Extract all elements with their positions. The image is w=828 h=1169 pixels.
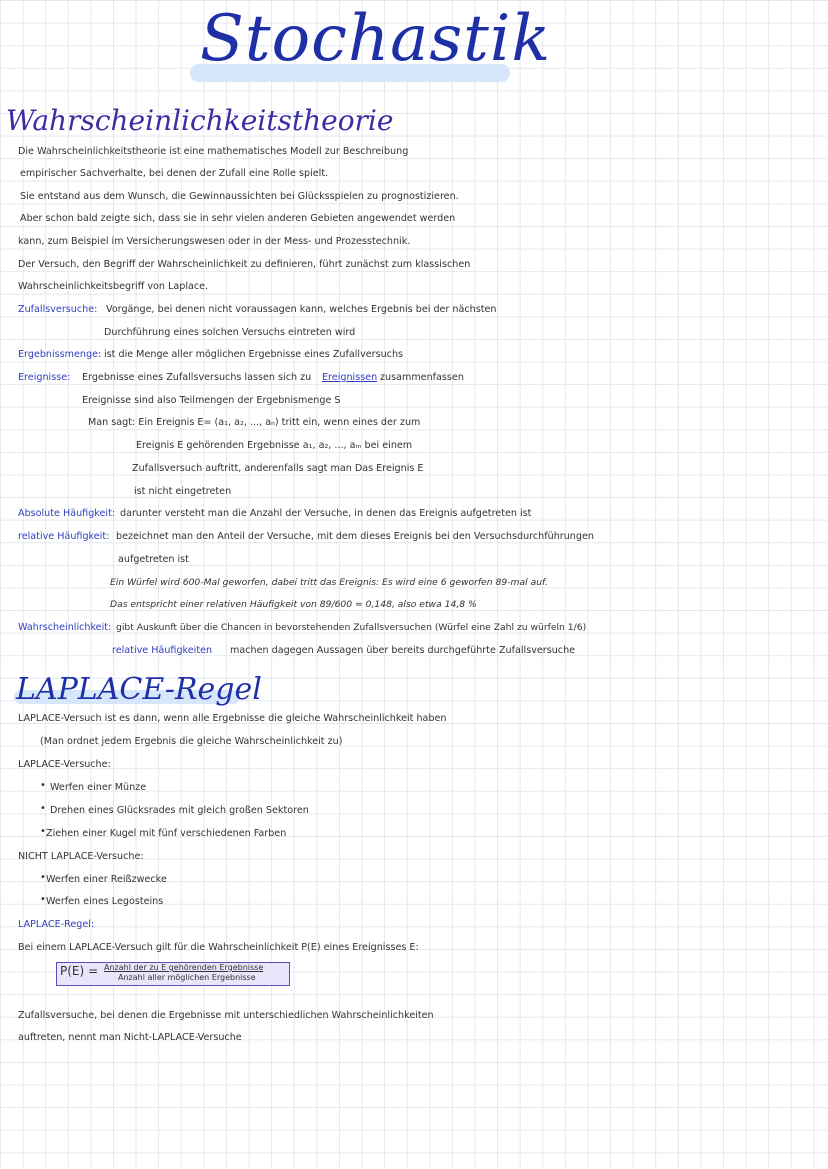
def-relative-haeufigkeit: bezeichnet man den Anteil der Versuche, mit dem dieses Ereignis bei den Versuchsdurchführungen <box>116 531 594 542</box>
nicht-laplace-1: Werfen einer Reißzwecke <box>46 874 167 885</box>
ereignis-line-1: Man sagt: Ein Ereignis E= (a₁, a₂, ..., aₙ) tritt ein, wenn eines der zum <box>88 417 421 428</box>
def-zufallsversuche: Vorgänge, bei denen nicht voraussagen kann, welches Ergebnis bei der nächsten <box>106 304 497 315</box>
intro-line-5: kann, zum Beispiel im Versicherungswesen oder in der Mess- und Prozesstechnik. <box>18 236 411 247</box>
example-line-2: Das entspricht einer relativen Häufigkeit von 89/600 ≈ 0,148, also etwa 14,8 % <box>110 599 477 610</box>
def-zufallsversuche-2: Durchführung eines solchen Versuchs eintreten wird <box>104 327 356 338</box>
nicht-laplace-2: Werfen eines Legosteins <box>46 896 164 907</box>
term-zufallsversuche: Zufallsversuche: <box>18 304 98 315</box>
laplace-line-1: LAPLACE-Versuch ist es dann, wenn alle Ergebnisse die gleiche Wahrscheinlichkeit haben <box>18 713 447 724</box>
outro-line-1: Zufallsversuche, bei denen die Ergebnisse mit unterschiedlichen Wahrscheinlichkeiten <box>18 1010 434 1021</box>
bullet-icon: • <box>40 872 46 883</box>
intro-line-1: Die Wahrscheinlichkeitstheorie ist eine mathematisches Modell zur Beschreibung <box>18 146 409 157</box>
intro-line-7: Wahrscheinlichkeitsbegriff von Laplace. <box>18 281 209 292</box>
def-absolute-haeufigkeit: darunter versteht man die Anzahl der Versuche, in denen das Ereignis aufgetreten ist <box>120 508 532 519</box>
formula-numerator: Anzahl der zu E gehörenden Ergebnisse <box>104 963 264 972</box>
formula-lhs: P(E) = <box>60 964 99 978</box>
laplace-regel-label: LAPLACE-Regel: <box>18 919 95 930</box>
intro-line-6: Der Versuch, den Begriff der Wahrscheinlichkeit zu definieren, führt zunächst zum klassischen <box>18 259 471 270</box>
page-title: Stochastik <box>200 2 552 76</box>
intro-line-4: Aber schon bald zeigte sich, dass sie in sehr vielen anderen Gebieten angewendet werden <box>20 213 456 224</box>
bullet-icon: • <box>40 894 46 905</box>
laplace-versuch-3: Ziehen einer Kugel mit fünf verschiedenen Farben <box>46 828 287 839</box>
bullet-icon: • <box>40 803 46 814</box>
term-ergebnismenge: Ergebnissmenge: <box>18 349 102 360</box>
def-ergebnismenge: ist die Menge aller möglichen Ergebnisse eines Zufallversuchs <box>104 349 404 360</box>
bullet-icon: • <box>40 780 46 791</box>
def-wahrscheinlichkeit: gibt Auskunft über die Chancen in bevorstehenden Zufallsversuchen (Würfel eine Zahl zu würfeln 1/6) <box>116 622 587 633</box>
ereignis-line-2: Ereignis E gehörenden Ergebnisse a₁, a₂, ..., aₘ bei einem <box>136 440 413 451</box>
laplace-versuch-1: Werfen einer Münze <box>50 782 147 793</box>
intro-line-2: empirischer Sachverhalte, bei denen der Zufall eine Rolle spielt. <box>20 168 329 179</box>
laplace-versuch-2: Drehen eines Glücksrades mit gleich großen Sektoren <box>50 805 309 816</box>
example-line-1: Ein Würfel wird 600-Mal geworfen, dabei tritt das Ereignis: Es wird eine 6 geworfen 89-mal auf. <box>110 577 549 588</box>
wahrscheinlichkeit-line-2: machen dagegen Aussagen über bereits durchgeführte Zufallsversuche <box>230 645 576 656</box>
def-ereignisse-a: Ergebnisse eines Zufallsversuchs lassen sich zu <box>82 372 312 383</box>
term-absolute-haeufigkeit: Absolute Häufigkeit: <box>18 508 116 519</box>
section-heading-wahrscheinlichkeitstheorie: Wahrscheinlichkeitstheorie <box>6 104 394 137</box>
ereignis-line-3: Zufallsversuch auftritt, anderenfalls sagt man Das Ereignis E <box>132 463 424 474</box>
laplace-regel-text: Bei einem LAPLACE-Versuch gilt für die Wahrscheinlichkeit P(E) eines Ereignisses E: <box>18 942 419 953</box>
term-wahrscheinlichkeit: Wahrscheinlichkeit: <box>18 622 112 633</box>
laplace-versuche-label: LAPLACE-Versuche: <box>18 759 111 770</box>
def-ereignisse-link: Ereignissen <box>322 372 378 383</box>
ereignis-line-4: ist nicht eingetreten <box>134 486 232 497</box>
intro-line-3: Sie entstand aus dem Wunsch, die Gewinnaussichten bei Glücksspielen zu prognostizieren. <box>20 191 459 202</box>
term-relative-haeufigkeit: relative Häufigkeit: <box>18 531 110 542</box>
outro-line-2: auftreten, nennt man Nicht-LAPLACE-Versuche <box>18 1032 242 1043</box>
bullet-icon: • <box>40 826 46 837</box>
formula-denominator: Anzahl aller möglichen Ergebnisse <box>118 973 256 982</box>
laplace-line-2: (Man ordnet jedem Ergebnis die gleiche Wahrscheinlichkeit zu) <box>40 736 343 747</box>
nicht-laplace-label: NICHT LAPLACE-Versuche: <box>18 851 144 862</box>
def-ereignisse-2: Ereignisse sind also Teilmengen der Ergebnismenge S <box>82 395 341 406</box>
section-heading-laplace-regel: LAPLACE-Regel <box>16 672 262 707</box>
def-relative-haeufigkeit-2: aufgetreten ist <box>118 554 189 565</box>
relative-haeufigkeiten-term: relative Häufigkeiten <box>112 645 213 656</box>
term-ereignisse: Ereignisse: <box>18 372 71 383</box>
def-ereignisse-b: zusammenfassen <box>380 372 464 383</box>
